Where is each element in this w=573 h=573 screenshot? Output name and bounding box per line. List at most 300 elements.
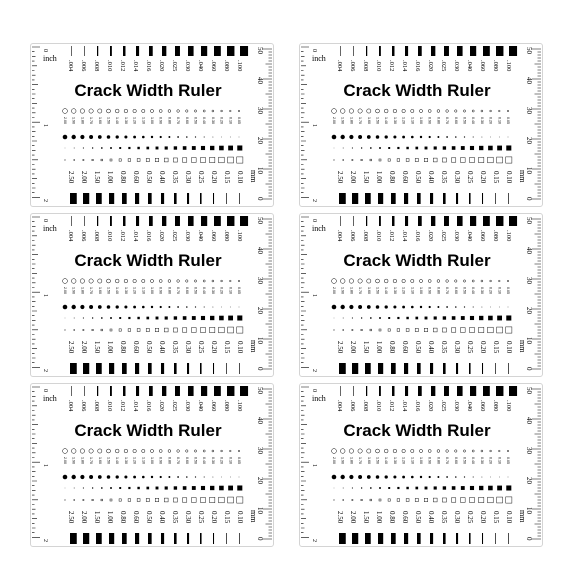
ruler-title: Crack Width Ruler — [343, 81, 491, 100]
filled-square — [415, 487, 418, 490]
hollow-dot — [63, 109, 68, 114]
inch-width-bar — [366, 216, 367, 226]
filled-dot — [473, 136, 474, 137]
inch-width-label: .012 — [119, 230, 126, 242]
hollow-dot — [349, 279, 353, 283]
filled-square — [497, 316, 502, 321]
hollow-dot — [376, 109, 380, 113]
hollow-dot — [402, 449, 405, 452]
inch-width-label: .020 — [427, 230, 434, 242]
mm-width-label: 0.35 — [171, 171, 179, 184]
filled-dot — [490, 137, 491, 138]
hollow-dot — [358, 279, 362, 283]
filled-dot — [80, 475, 84, 479]
left-scale-label: 1 — [42, 294, 48, 297]
hollow-square — [74, 500, 75, 501]
right-scale-label: 30 — [256, 447, 264, 454]
filled-square — [361, 317, 362, 318]
inch-width-label: .060 — [479, 230, 486, 242]
hollow-dot — [446, 280, 449, 283]
hollow-dot — [481, 110, 483, 112]
dot-scale-label: 1.20 — [132, 457, 137, 464]
hollow-dot — [177, 110, 180, 113]
left-scale-label: 0 — [42, 219, 48, 222]
mm-width-bar — [339, 363, 346, 374]
mm-width-label: 0.25 — [197, 511, 205, 524]
filled-square — [497, 486, 502, 491]
dot-scale-label: 0.10 — [228, 287, 233, 294]
left-scale-label: 2 — [42, 369, 48, 372]
dot-scale-label: 1.60 — [97, 457, 102, 464]
filled-dot — [393, 305, 396, 308]
dot-scale-label: 0.70 — [445, 117, 450, 124]
inch-width-bar — [379, 216, 381, 226]
mm-width-label: 1.00 — [106, 171, 114, 184]
filled-dot — [177, 306, 179, 308]
hollow-square — [74, 330, 75, 331]
filled-dot — [116, 475, 119, 478]
mm-width-label: 0.25 — [466, 511, 474, 524]
hollow-square — [388, 499, 390, 501]
hollow-square — [210, 157, 215, 162]
inch-width-label: .008 — [362, 230, 369, 242]
dot-scale-label: 1.80 — [349, 457, 354, 464]
dot-scale-label: 1.50 — [375, 287, 380, 294]
inch-width-bar — [84, 46, 85, 56]
crack-width-ruler-graphic — [300, 214, 542, 376]
filled-square — [352, 488, 353, 489]
inch-width-label: .020 — [158, 60, 165, 72]
dot-scale-label: 0.05 — [237, 457, 241, 464]
filled-dot — [385, 475, 388, 478]
dot-scale-label: 0.50 — [193, 457, 198, 464]
hollow-square — [451, 328, 455, 332]
hollow-square — [146, 328, 149, 331]
hollow-square — [361, 159, 362, 160]
hollow-dot — [446, 450, 449, 453]
hollow-dot — [89, 109, 93, 113]
mm-width-label: 2.00 — [80, 171, 88, 184]
filled-dot — [332, 475, 337, 480]
filled-square — [219, 146, 224, 151]
left-inch-ticks — [32, 217, 40, 367]
hollow-dot — [159, 110, 162, 113]
inch-width-label: .040 — [466, 400, 473, 412]
dot-scale-label: 1.80 — [80, 287, 85, 294]
filled-dot — [367, 475, 371, 479]
hollow-square — [397, 499, 400, 502]
filled-dot — [239, 307, 240, 308]
mm-unit-label: mm — [518, 340, 527, 353]
hollow-dot — [393, 449, 397, 453]
hollow-square — [191, 498, 196, 503]
mm-unit-label: mm — [249, 340, 258, 353]
filled-dot — [385, 305, 388, 308]
hollow-square — [352, 499, 353, 500]
dot-scale-label: 1.00 — [419, 457, 423, 464]
dot-scale-label: 1.20 — [401, 287, 406, 294]
dot-scale-label: 1.10 — [410, 457, 415, 464]
mm-width-label: 2.00 — [80, 341, 88, 354]
hollow-square — [415, 158, 418, 161]
filled-square — [201, 486, 205, 490]
hollow-dot — [115, 109, 119, 113]
filled-square — [379, 317, 381, 319]
hollow-square — [92, 159, 93, 160]
inch-width-bar — [201, 216, 207, 226]
hollow-dot — [133, 449, 136, 452]
inch-unit-label: inch — [43, 54, 57, 63]
hollow-dot — [115, 279, 119, 283]
hollow-dot — [507, 450, 508, 451]
mm-width-label: 0.20 — [210, 171, 218, 184]
dot-scale-label: 0.70 — [176, 287, 181, 294]
mm-width-label: 0.80 — [388, 171, 396, 184]
ruler-card — [299, 43, 543, 207]
mm-width-label: 0.40 — [427, 171, 435, 184]
inch-width-label: .020 — [427, 400, 434, 412]
hollow-dot — [384, 449, 388, 453]
mm-width-label: 2.50 — [67, 171, 75, 184]
mm-width-label: 0.15 — [492, 171, 500, 184]
filled-square — [146, 317, 149, 320]
mm-width-bar — [391, 193, 396, 204]
filled-dot — [367, 305, 371, 309]
filled-dot — [473, 476, 474, 477]
filled-dot — [151, 476, 153, 478]
dot-scale-label: 1.00 — [150, 457, 154, 464]
filled-square — [506, 315, 511, 320]
hollow-dot — [481, 450, 483, 452]
hollow-square — [497, 157, 503, 163]
right-scale-label: 20 — [525, 137, 533, 144]
dot-scale-label: 1.30 — [123, 457, 128, 464]
hollow-square — [210, 497, 215, 502]
filled-dot — [508, 307, 509, 308]
mm-width-bar — [417, 363, 421, 374]
hollow-square — [173, 158, 177, 162]
filled-dot — [89, 135, 93, 139]
filled-square — [479, 486, 483, 490]
inch-width-label: .060 — [210, 60, 217, 72]
filled-dot — [349, 305, 353, 309]
filled-dot — [481, 307, 482, 308]
hollow-square — [506, 327, 512, 333]
inch-width-label: .010 — [106, 230, 113, 242]
mm-width-bar — [226, 533, 227, 544]
hollow-square — [415, 328, 418, 331]
hollow-square — [352, 329, 353, 330]
dot-scale-label: 1.90 — [71, 287, 76, 294]
ruler-title: Crack Width Ruler — [74, 251, 222, 270]
inch-width-bar — [201, 46, 207, 56]
hollow-dot — [221, 110, 223, 112]
dot-scale-label: 1.50 — [375, 117, 380, 124]
crack-width-ruler-graphic — [31, 44, 273, 206]
inch-width-bar — [240, 386, 248, 396]
mm-width-bar — [200, 533, 202, 544]
hollow-dot — [507, 110, 508, 111]
hollow-dot — [230, 450, 232, 452]
mm-width-bar — [135, 193, 139, 204]
ruler-card — [299, 383, 543, 547]
dot-scale-label: 1.30 — [392, 457, 397, 464]
inch-width-label: .010 — [375, 60, 382, 72]
filled-dot — [80, 135, 84, 139]
inch-width-label: .060 — [479, 60, 486, 72]
inch-width-label: .080 — [492, 230, 499, 242]
inch-width-bar — [457, 216, 463, 226]
filled-dot — [107, 135, 111, 139]
filled-dot — [464, 136, 465, 137]
dot-scale-label: 0.30 — [479, 117, 484, 124]
hollow-square — [228, 497, 234, 503]
mm-width-label: 0.20 — [479, 511, 487, 524]
dot-scale-label: 1.80 — [80, 457, 85, 464]
dot-scale-label: 1.60 — [366, 457, 371, 464]
filled-dot — [133, 136, 136, 139]
hollow-dot — [472, 110, 474, 112]
inch-width-bar — [405, 386, 408, 396]
inch-unit-label: inch — [312, 54, 326, 63]
filled-dot — [168, 476, 170, 478]
ruler-card — [30, 383, 274, 547]
hollow-square — [101, 499, 103, 501]
mm-width-bar — [469, 363, 471, 374]
hollow-dot — [411, 449, 414, 452]
filled-dot — [212, 137, 213, 138]
hollow-dot — [238, 280, 239, 281]
filled-square — [334, 148, 335, 149]
inch-width-label: .012 — [388, 60, 395, 72]
filled-square — [192, 486, 196, 490]
filled-square — [101, 317, 102, 318]
hollow-dot — [107, 109, 111, 113]
right-scale-label: 10 — [525, 507, 533, 514]
mm-width-bar — [109, 363, 114, 374]
hollow-dot — [212, 450, 214, 452]
left-scale-label: 0 — [311, 219, 317, 222]
hollow-square — [128, 159, 131, 162]
dot-scale-label: 0.60 — [453, 457, 458, 464]
inch-width-bar — [188, 46, 194, 56]
mm-width-bar — [456, 363, 458, 374]
filled-dot — [98, 135, 102, 139]
inch-width-bar — [214, 46, 221, 56]
mm-width-bar — [378, 363, 383, 374]
hollow-square — [397, 329, 400, 332]
filled-square — [397, 317, 399, 319]
mm-width-label: 0.10 — [236, 341, 244, 354]
filled-dot — [168, 306, 170, 308]
hollow-dot — [63, 279, 68, 284]
filled-dot — [393, 135, 396, 138]
hollow-square — [442, 328, 446, 332]
mm-width-bar — [378, 533, 383, 544]
mm-width-bar — [391, 533, 396, 544]
mm-width-label: 0.25 — [197, 171, 205, 184]
hollow-square — [219, 157, 225, 163]
mm-width-label: 0.50 — [145, 341, 153, 354]
right-mm-ticks — [263, 49, 272, 199]
filled-dot — [455, 306, 457, 308]
filled-dot — [72, 475, 76, 479]
filled-square — [425, 147, 428, 150]
mm-width-bar — [365, 533, 371, 544]
hollow-dot — [446, 110, 449, 113]
mm-width-label: 0.20 — [479, 171, 487, 184]
hollow-dot — [203, 110, 205, 112]
hollow-dot — [98, 449, 102, 453]
filled-square — [334, 488, 335, 489]
hollow-square — [433, 328, 437, 332]
dot-scale-label: 0.90 — [158, 117, 163, 124]
filled-square — [137, 487, 139, 489]
right-scale-label: 50 — [525, 47, 533, 54]
hollow-square — [397, 159, 400, 162]
inch-width-bar — [496, 216, 503, 226]
filled-square — [146, 487, 149, 490]
mm-width-label: 0.40 — [427, 511, 435, 524]
dot-scale-label: 0.60 — [453, 287, 458, 294]
inch-width-label: .012 — [388, 230, 395, 242]
filled-square — [228, 146, 233, 151]
ruler-card — [30, 43, 274, 207]
filled-dot — [420, 136, 422, 138]
hollow-square — [460, 498, 465, 503]
filled-dot — [508, 477, 509, 478]
mm-width-bar — [391, 363, 396, 374]
hollow-square — [388, 159, 390, 161]
inch-width-bar — [71, 216, 72, 226]
hollow-dot — [133, 109, 136, 112]
mm-width-label: 0.10 — [505, 511, 513, 524]
mm-width-bar — [482, 533, 483, 544]
filled-dot — [177, 136, 179, 138]
left-scale-label: 2 — [42, 539, 48, 542]
filled-dot — [437, 306, 439, 308]
hollow-dot — [411, 279, 414, 282]
mm-width-bar — [378, 193, 383, 204]
hollow-square — [65, 160, 66, 161]
dot-scale-label: 1.50 — [375, 457, 380, 464]
inch-width-label: .004 — [67, 400, 74, 412]
mm-width-bar — [404, 533, 408, 544]
hollow-square — [101, 329, 103, 331]
filled-square — [425, 317, 428, 320]
hollow-square — [92, 329, 93, 330]
filled-square — [128, 487, 130, 489]
hollow-square — [352, 159, 353, 160]
inch-width-label: .100 — [505, 230, 512, 242]
dot-scale-label: 1.00 — [150, 287, 154, 294]
mm-width-label: 0.30 — [184, 171, 192, 184]
mm-width-label: 2.00 — [349, 511, 357, 524]
hollow-square — [343, 330, 344, 331]
inch-width-bar — [470, 46, 476, 56]
mm-width-label: 1.50 — [93, 171, 101, 184]
hollow-dot — [437, 280, 440, 283]
filled-square — [210, 146, 214, 150]
dot-scale-label: 1.40 — [115, 117, 120, 124]
filled-dot — [124, 475, 127, 478]
filled-dot — [420, 476, 422, 478]
hollow-dot — [428, 280, 431, 283]
inch-width-label: .016 — [145, 400, 152, 412]
dot-scale-label: 2.00 — [63, 457, 67, 464]
inch-width-label: .016 — [145, 230, 152, 242]
dot-scale-label: 1.30 — [392, 287, 397, 294]
hollow-dot — [80, 109, 84, 113]
mm-width-label: 0.50 — [414, 171, 422, 184]
mm-width-bar — [70, 193, 77, 204]
left-scale-label: 0 — [42, 389, 48, 392]
right-scale-label: 50 — [525, 387, 533, 394]
filled-square — [361, 147, 362, 148]
dot-scale-label: 0.80 — [167, 457, 172, 464]
dot-scale-label: 1.10 — [141, 457, 146, 464]
inch-width-label: .006 — [80, 400, 87, 412]
hollow-dot — [428, 450, 431, 453]
hollow-square — [334, 500, 335, 501]
hollow-dot — [124, 279, 128, 283]
filled-square — [83, 488, 84, 489]
hollow-dot — [142, 449, 145, 452]
dot-scale-label: 1.40 — [384, 457, 389, 464]
mm-width-bar — [482, 193, 483, 204]
filled-square — [470, 486, 474, 490]
filled-dot — [212, 477, 213, 478]
filled-square — [397, 147, 399, 149]
hollow-dot — [124, 109, 128, 113]
hollow-dot — [463, 280, 465, 282]
mm-width-label: 0.80 — [119, 171, 127, 184]
hollow-square — [128, 499, 131, 502]
filled-square — [388, 487, 390, 489]
filled-square — [201, 316, 205, 320]
dot-scale-label: 2.00 — [332, 457, 336, 464]
mm-width-label: 0.10 — [236, 511, 244, 524]
hollow-dot — [340, 109, 345, 114]
hollow-square — [83, 329, 84, 330]
filled-dot — [63, 305, 68, 310]
mm-width-bar — [213, 363, 214, 374]
mm-width-label: 0.15 — [223, 511, 231, 524]
inch-width-label: .025 — [171, 230, 178, 242]
filled-dot — [332, 135, 337, 140]
filled-square — [406, 317, 408, 319]
filled-dot — [142, 306, 145, 309]
dot-scale-label: 0.10 — [228, 457, 233, 464]
mm-width-bar — [96, 363, 102, 374]
mm-width-label: 0.60 — [132, 511, 140, 524]
mm-width-bar — [135, 363, 139, 374]
inch-width-bar — [379, 386, 381, 396]
hollow-square — [74, 160, 75, 161]
filled-dot — [349, 475, 353, 479]
inch-width-label: .060 — [210, 230, 217, 242]
mm-width-label: 1.00 — [106, 341, 114, 354]
hollow-dot — [402, 279, 405, 282]
inch-width-bar — [227, 386, 234, 396]
dot-scale-label: 1.30 — [392, 117, 397, 124]
inch-width-bar — [136, 386, 139, 396]
filled-square — [92, 487, 93, 488]
right-scale-label: 40 — [256, 77, 264, 84]
inch-width-bar — [110, 386, 112, 396]
filled-square — [352, 148, 353, 149]
hollow-square — [424, 498, 428, 502]
